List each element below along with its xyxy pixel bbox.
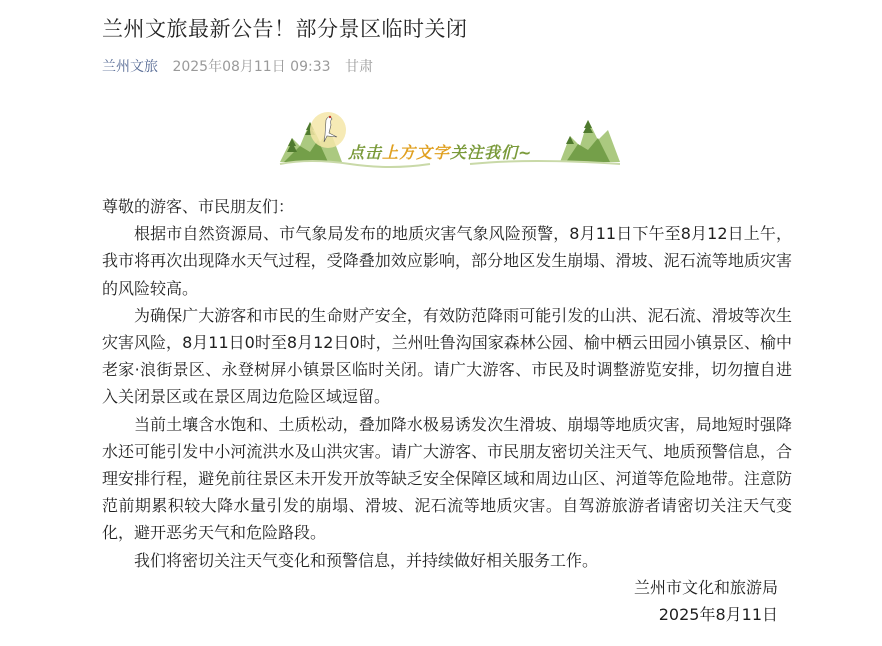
paragraph-4: 我们将密切关注天气变化和预警信息，并持续做好相关服务工作。 <box>134 550 599 570</box>
follow-banner[interactable] <box>270 100 630 180</box>
signature: 兰州市文化和旅游局 <box>633 577 778 597</box>
follow-suffix: 关注我们~ <box>450 143 533 162</box>
follow-prompt <box>348 140 532 163</box>
greeting: 尊敬的游客、市民朋友们： <box>102 197 295 216</box>
article-title: 兰州文旅最新公告！部分景区临时关闭 <box>102 17 468 41</box>
publish-datetime: 2025年08月11日 09:33 <box>172 59 331 75</box>
follow-prefix: 点击 <box>348 143 383 162</box>
paragraph-3: 当前土壤含水饱和、土质松动，叠加降水极易诱发次生滑坡、崩塌等地质灾害，局地短时强降水还可能引发中小河流洪水及山洪灾害。请广大游客、市民朋友密切关注天气、地质预警信息，合理安排行程，避免前往景区未开发开放等缺乏安全保障区域和周边山区、河道等危险地带。注意防范前期累积较大降水量引发的崩塌、滑坡、泥石流等地质灾害。自驾游旅游者请密切关注天气变化，避开恶劣天气和危险路段。 <box>102 414 792 543</box>
follow-highlight: 上方文字 <box>382 143 451 162</box>
paragraph-1: 根据市自然资源局、市气象局发布的地质灾害气象风险预警，8月11日下午至8月12日上午，我市将再次出现降水天气过程，受降叠加效应影响，部分地区发生崩塌、滑坡、泥石流等地质灾害的风险较高。 <box>102 224 792 298</box>
publish-location: 甘肃 <box>344 59 373 75</box>
paragraph-2: 为确保广大游客和市民的生命财产安全，有效防范降雨可能引发的山洪、泥石流、滑坡等次生灾害风险，8月11日0时至8月12日0时，兰州吐鲁沟国家森林公园、榆中栖云田园小镇景区、榆中老家·浪街景区、永登树屏小镇景区临时关闭。请广大游客、市民及时调整游览安排，切勿擅自进入关闭景区或在景区周边危险区域逗留。 <box>102 305 792 407</box>
sign-date: 2025年8月11日 <box>658 605 778 625</box>
article-meta <box>102 57 373 77</box>
source-account-link[interactable]: 兰州文旅 <box>102 59 158 75</box>
article-body <box>102 193 792 628</box>
